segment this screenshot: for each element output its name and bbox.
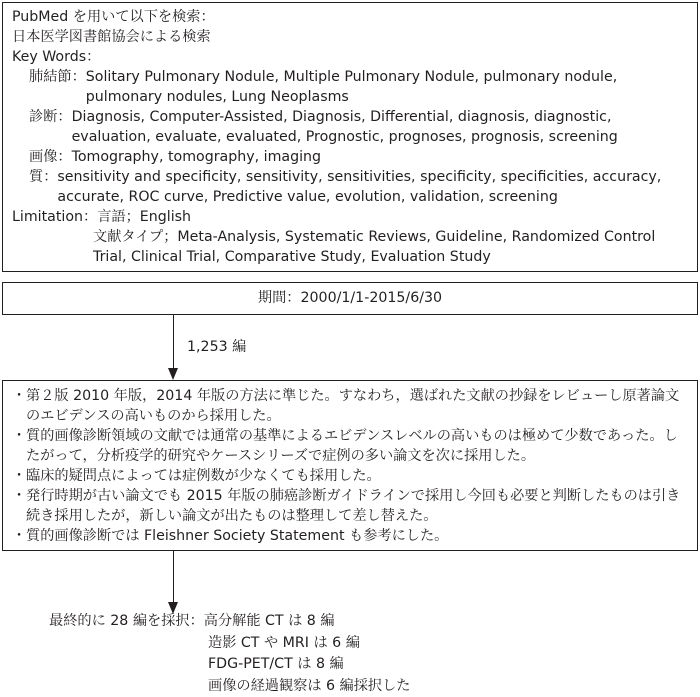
- limitation-row: [12, 207, 689, 227]
- keyword-label: 診断：: [12, 107, 72, 147]
- search-period-text: 期間：2000/1/1-2015/6/30: [258, 290, 442, 306]
- flow-arrow-line: [173, 315, 174, 368]
- keyword-row-quality: [12, 167, 689, 207]
- keyword-label: 質：: [12, 167, 57, 207]
- keyword-row-imaging: [12, 147, 689, 167]
- limitation-language: 言語；English: [97, 207, 689, 227]
- criteria-item: [12, 526, 689, 546]
- keyword-terms: Solitary Pulmonary Nodule, Multiple Pulmonary Nodule, pulmonary nodule, pulmonary nodules, Lung Neoplasms: [86, 67, 689, 107]
- keyword-label: 肺結節：: [12, 67, 86, 107]
- criteria-item: [12, 466, 689, 486]
- limitation-article-types: 文献タイプ；Meta-Analysis, Systematic Reviews, Guideline, Randomized Control Trial, Clinical Trial, Comparative Study, Evaluation Study: [12, 227, 689, 267]
- bullet-mark: ・: [12, 466, 26, 486]
- flow-arrow-line: [173, 551, 174, 604]
- final-selection-lead: 最終的に 28 編を採択：: [49, 613, 204, 629]
- criteria-text: 質的画像診断領域の文献では通常の基準によるエビデンスレベルの高いものは極めて少数であった。したがって，分析疫学的研究やケースシリーズで症例の多い論文を次に採用した。: [26, 426, 689, 466]
- criteria-item: [12, 386, 689, 426]
- limitation-label: Limitation：: [12, 207, 97, 227]
- keyword-row-diagnosis: [12, 107, 689, 147]
- final-selection-item: 画像の経過観察は 6 編採択した: [49, 676, 411, 697]
- search-source-text: PubMed を用いて以下を検索：: [12, 7, 689, 27]
- bullet-mark: ・: [12, 486, 26, 526]
- final-selection-item: 造影 CT や MRI は 6 編: [49, 633, 411, 655]
- bullet-mark: ・: [12, 386, 26, 426]
- article-count-label: 1,253 編: [187, 337, 246, 357]
- bullet-mark: ・: [12, 526, 26, 546]
- criteria-text: 質的画像診断では Fleishner Society Statement も参考にした。: [26, 526, 689, 546]
- search-period-box: [2, 282, 698, 315]
- search-strategy-box: [2, 2, 698, 272]
- keyword-terms: Tomography, tomography, imaging: [72, 147, 689, 167]
- final-selection-item: FDG-PET/CT は 8 編: [49, 654, 411, 676]
- criteria-text: 臨床的疑問点によっては症例数が少なくても採用した。: [26, 466, 689, 486]
- search-provider-text: 日本医学図書館協会による検索: [12, 27, 689, 47]
- criteria-text: 第２版 2010 年版，2014 年版の方法に準じた。すなわち，選ばれた文献の抄録をレビューし原著論文のエビデンスの高いものから採用した。: [26, 386, 689, 426]
- keyword-label: 画像：: [12, 147, 72, 167]
- keyword-terms: Diagnosis, Computer-Assisted, Diagnosis, Differential, diagnosis, diagnostic, evaluation, evaluate, evaluated, Prognostic, prognoses, prognosis, screening: [72, 107, 689, 147]
- selection-criteria-box: [2, 380, 698, 551]
- final-selection-row: [49, 611, 411, 633]
- criteria-text: 発行時期が古い論文でも 2015 年版の肺癌診断ガイドラインで採用し今回も必要と判断したものは引き続き採用したが，新しい論文が出たものは整理して差し替えた。: [26, 486, 689, 526]
- criteria-item: [12, 486, 689, 526]
- keyword-terms: sensitivity and specificity, sensitivity, sensitivities, specificity, specificities, accuracy, accurate, ROC curve, Predictive value, evolution, validation, screening: [57, 167, 689, 207]
- key-words-label: Key Words：: [12, 47, 689, 67]
- final-selection-item: 高分解能 CT は 8 編: [204, 613, 335, 629]
- keyword-row-nodule: [12, 67, 689, 107]
- bullet-mark: ・: [12, 426, 26, 466]
- criteria-item: [12, 426, 689, 466]
- flow-arrow-head: [168, 368, 178, 380]
- final-selection: [49, 611, 411, 697]
